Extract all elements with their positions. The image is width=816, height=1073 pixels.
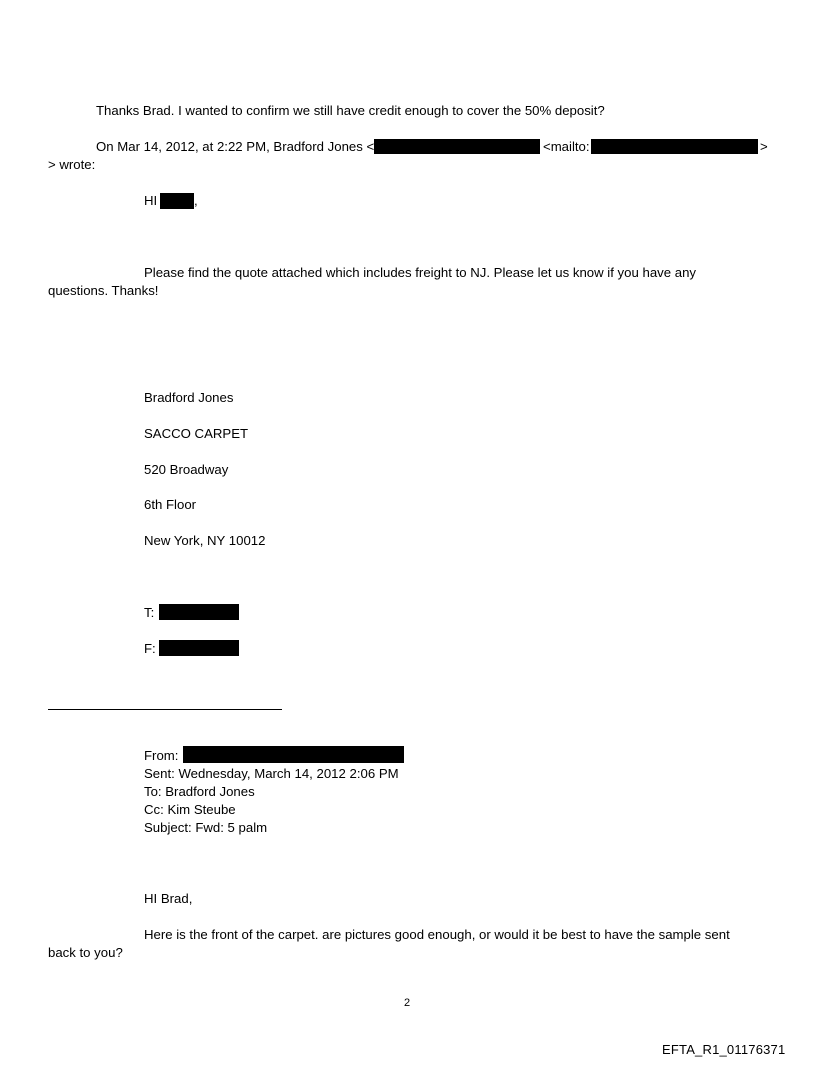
quote-body-line2: questions. Thanks!	[48, 283, 159, 298]
subject-line: Subject: Fwd: 5 palm	[144, 820, 268, 835]
forwarded-body-line1: Here is the front of the carpet. are pictures good enough, or would it be best to have the sample sent	[144, 927, 730, 942]
redacted-email-block	[374, 139, 540, 154]
sent-line: Sent: Wednesday, March 14, 2012 2:06 PM	[144, 766, 399, 781]
to-line: To: Bradford Jones	[144, 784, 255, 799]
wrote-text: > wrote:	[48, 157, 96, 172]
quote-body-line1: Please find the quote attached which includes freight to NJ. Please let us know if you have any	[144, 265, 697, 280]
signature-name: Bradford Jones	[144, 390, 234, 405]
redacted-mailto-block	[591, 139, 758, 154]
message-separator	[48, 709, 282, 710]
fax-label: F:	[144, 641, 156, 656]
redacted-fax-block	[159, 640, 239, 656]
redacted-phone-block	[159, 604, 239, 620]
redacted-from-block	[183, 746, 404, 763]
forwarded-greeting: HI Brad,	[144, 891, 193, 906]
greeting-prefix: HI	[144, 193, 158, 208]
cc-line: Cc: Kim Steube	[144, 802, 236, 817]
page-number: 2	[404, 997, 411, 1009]
document-id: EFTA_R1_01176371	[662, 1042, 786, 1057]
attribution-close-bracket: >	[760, 139, 768, 154]
signature-company: SACCO CARPET	[144, 426, 249, 441]
phone-label: T:	[144, 605, 155, 620]
reply-body-text: Thanks Brad. I wanted to confirm we still have credit enough to cover the 50% deposit?	[96, 103, 605, 118]
signature-address1: 520 Broadway	[144, 462, 229, 477]
mailto-label: <mailto:	[543, 139, 590, 154]
from-label: From:	[144, 748, 179, 763]
redacted-name-block	[160, 193, 194, 209]
reply-attribution-text: On Mar 14, 2012, at 2:22 PM, Bradford Jones <	[96, 139, 375, 154]
forwarded-body-line2: back to you?	[48, 945, 123, 960]
greeting-comma: ,	[194, 193, 198, 208]
signature-address2: 6th Floor	[144, 497, 197, 512]
signature-city: New York, NY 10012	[144, 533, 266, 548]
